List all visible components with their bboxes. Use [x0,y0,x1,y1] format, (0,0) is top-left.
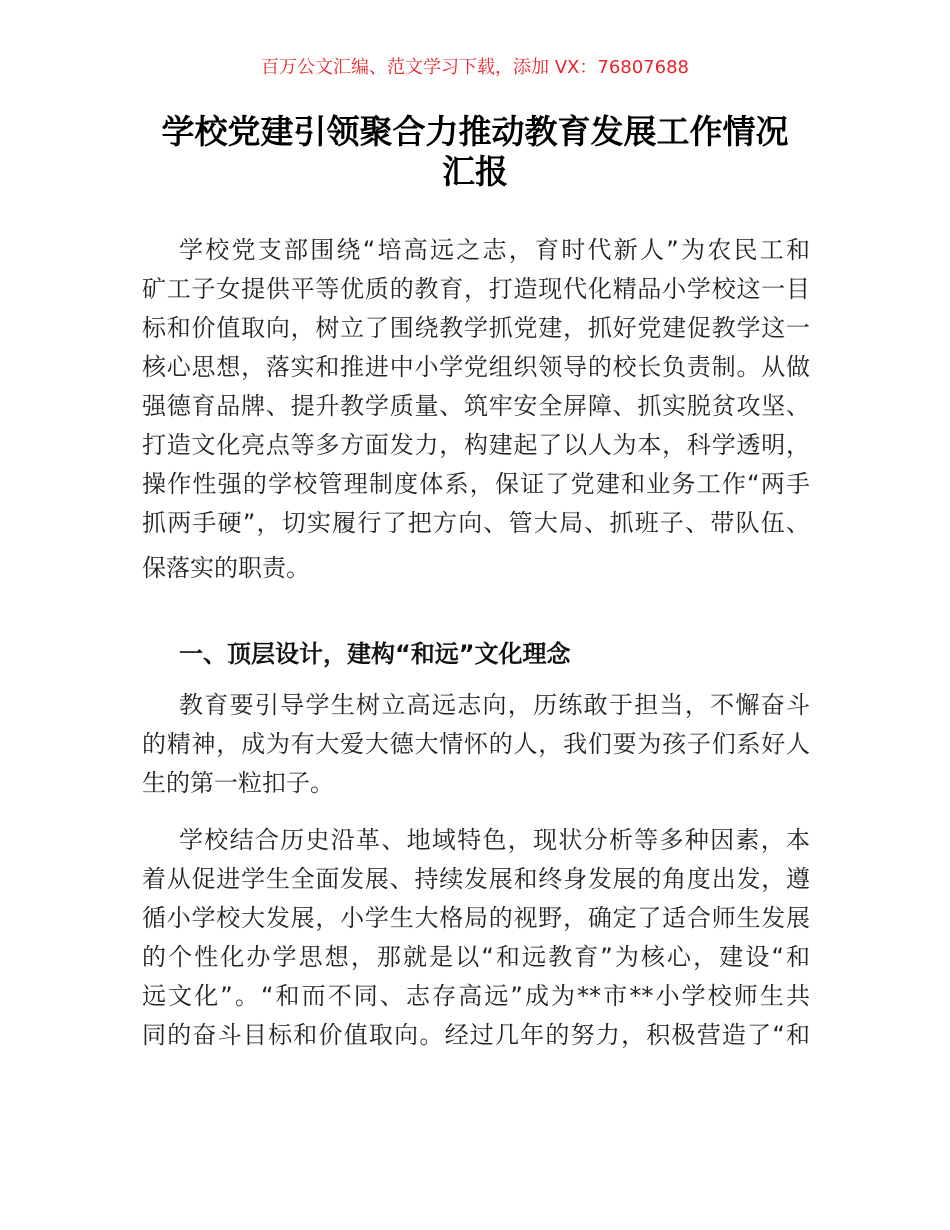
paragraph-1 [142,231,810,588]
paragraph-line: 循小学校大发展，小学生大格局的视野，确定了适合师生发展 [142,904,810,932]
paragraph-line: 同的奋斗目标和价值取向。经过几年的努力，积极营造了“和 [142,1021,810,1049]
paragraph-line: 抓两手硬”，切实履行了把方向、管大局、抓班子、带队伍、 [142,509,810,537]
section-heading-1 [142,635,810,674]
document-title [100,112,850,192]
paragraph-2 [142,686,810,803]
paragraph-line: 强德育品牌、提升教学质量、筑牢安全屏障、抓实脱贫攻坚、 [142,392,810,420]
paragraph-line: 标和价值取向，树立了围绕教学抓党建，抓好党建促教学这一 [142,314,810,342]
watermark-banner: 百万公文汇编、范文学习下载，添加 VX：76807688 [261,57,689,78]
paragraph-line: 远文化”。“和而不同、志存高远”成为**市**小学校师生共 [142,982,810,1010]
paragraph-line: 生的第一粒扣子。 [142,769,334,797]
paragraph-line: 教育要引导学生树立高远志向，历练敢于担当，不懈奋斗 [179,691,810,719]
title-line: 学校党建引领聚合力推动教育发展工作情况 [161,112,789,151]
section-heading: 一、顶层设计，建构“和远”文化理念 [179,640,571,668]
paragraph-line: 打造文化亮点等多方面发力，构建起了以人为本，科学透明， [142,431,810,459]
paragraph-3 [142,821,810,1055]
paragraph-line: 学校党支部围绕“培高远之志，育时代新人”为农民工和 [179,236,810,264]
paragraph-line: 的精神，成为有大爱大德大情怀的人，我们要为孩子们系好人 [142,730,810,758]
paragraph-line: 矿工子女提供平等优质的教育，打造现代化精品小学校这一目 [142,275,810,303]
paragraph-line: 保落实的职责。 [142,554,310,582]
title-line: 汇报 [442,152,508,191]
paragraph-line: 核心思想，落实和推进中小学党组织领导的校长负责制。从做 [142,353,810,381]
paragraph-line: 的个性化办学思想，那就是以“和远教育”为核心，建设“和 [142,943,810,971]
paragraph-line: 学校结合历史沿革、地域特色，现状分析等多种因素，本 [179,826,810,854]
paragraph-line: 操作性强的学校管理制度体系，保证了党建和业务工作“两手 [142,470,810,498]
paragraph-line: 着从促进学生全面发展、持续发展和终身发展的角度出发，遵 [142,865,810,893]
